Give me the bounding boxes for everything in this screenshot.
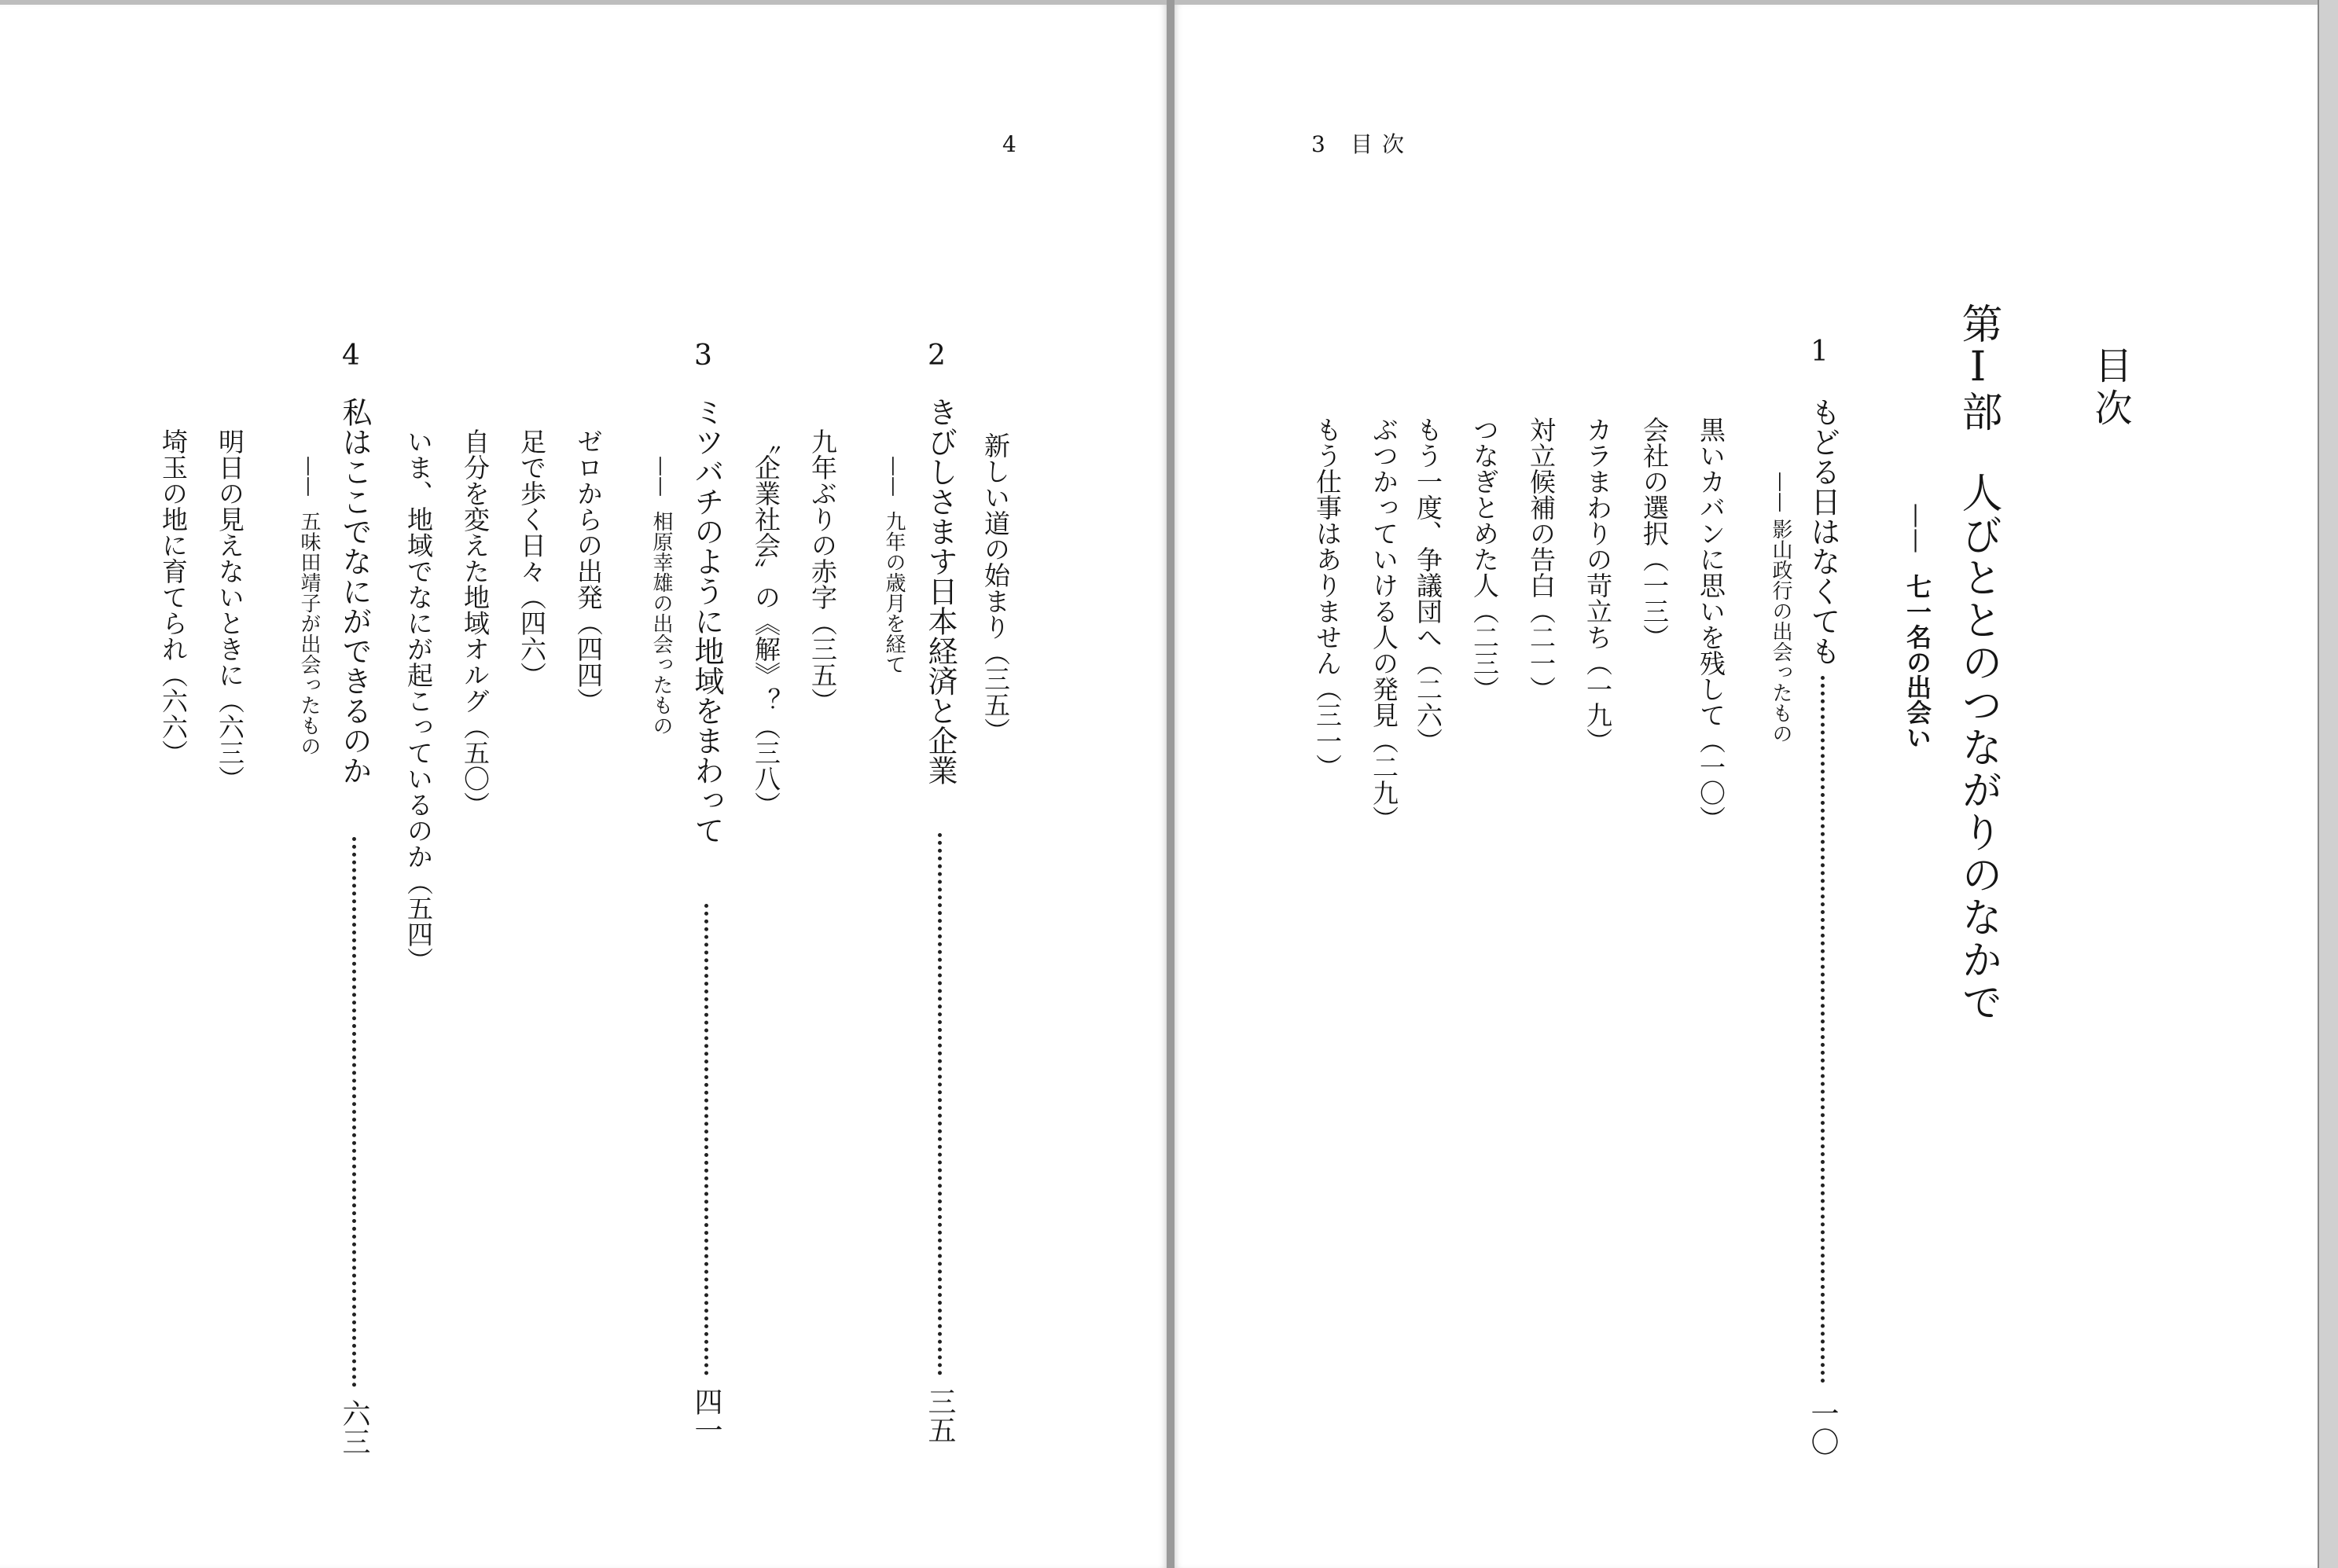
section-title: ミツバチのように地域をまわって [689,397,724,845]
subtitle-dash: —— [882,456,906,497]
section-subtitle: 五味田靖子が出会ったもの [297,511,321,756]
section-title: 私はここでなにができるのか [337,397,372,785]
right-folio: 3 [1311,131,1325,157]
dot-leader [938,833,942,1375]
toc-item: ゼロからの出発（四四） [573,428,604,714]
section-page: 四一 [690,1387,722,1444]
section-page: 六三 [338,1399,370,1456]
toc-item: 会社の選択（一三） [1639,417,1670,650]
toc-item: 九年ぶりの赤字（三五） [807,428,838,714]
left-folio: 4 [1002,131,1016,157]
dot-leader [704,904,708,1375]
section-number: 3 [694,340,712,372]
section-title: きびしさます日本経済と企業 [923,397,958,785]
toc-item: 〝企業社会〟の《解》？（三八） [751,428,781,817]
part-subtitle-dash: —— [1902,503,1932,553]
subtitle-dash: —— [649,456,673,497]
toc-item: つなぎとめた人（二三） [1469,417,1500,702]
toc-item: ぶつかっていける人の発見（二九） [1369,417,1399,832]
book-spine [1167,0,1175,1568]
part-title: 人びととのつながりのなかで [1954,472,2002,1023]
toc-item: 新しい道の始まり（三五） [980,432,1011,744]
section-title: もどる日はなくても [1806,397,1840,666]
toc-item: カラまわりの苛立ち（一九） [1583,417,1613,754]
toc-item: もう仕事はありません（三一） [1312,417,1343,780]
dot-leader [1821,676,1825,1383]
dot-leader [352,837,356,1387]
toc-item: もう一度、争議団へ（二六） [1413,417,1443,754]
part-subtitle: 七一名の出会い [1902,574,1932,750]
right-page [1175,5,2338,1568]
toc-item: 黒いカバンに思いを残して（一〇） [1696,417,1726,832]
running-head-title: 目次 [1351,131,1414,157]
toc-item: 対立候補の告白（二一） [1526,417,1557,702]
section-page: 三五 [924,1387,956,1444]
subtitle-dash: —— [1769,472,1792,512]
scanner-edge [2318,0,2338,1568]
section-page: 一〇 [1807,1399,1839,1456]
section-subtitle: 相原幸雄の出会ったもの [649,511,673,736]
section-subtitle: 九年の歳月を経て [882,511,906,674]
toc-title: 目次 [2088,346,2132,431]
toc-item: いま、地域でなにが起こっているのか（五四） [403,428,434,973]
toc-item: 埼玉の地に育てられ（六六） [158,428,189,766]
subtitle-dash: —— [297,456,321,497]
section-subtitle: 影山政行の出会ったもの [1769,519,1792,744]
section-number: 2 [928,340,946,372]
toc-item: 足で歩く日々（四六） [516,428,547,688]
left-page [0,5,1167,1568]
section-number: 4 [342,340,360,372]
toc-item: 自分を変えた地域オルグ（五〇） [460,428,491,817]
part-number: 第Ⅰ部 [1954,303,2002,431]
toc-item: 明日の見えないときに（六三） [215,428,245,791]
section-number: 1 [1810,336,1829,368]
